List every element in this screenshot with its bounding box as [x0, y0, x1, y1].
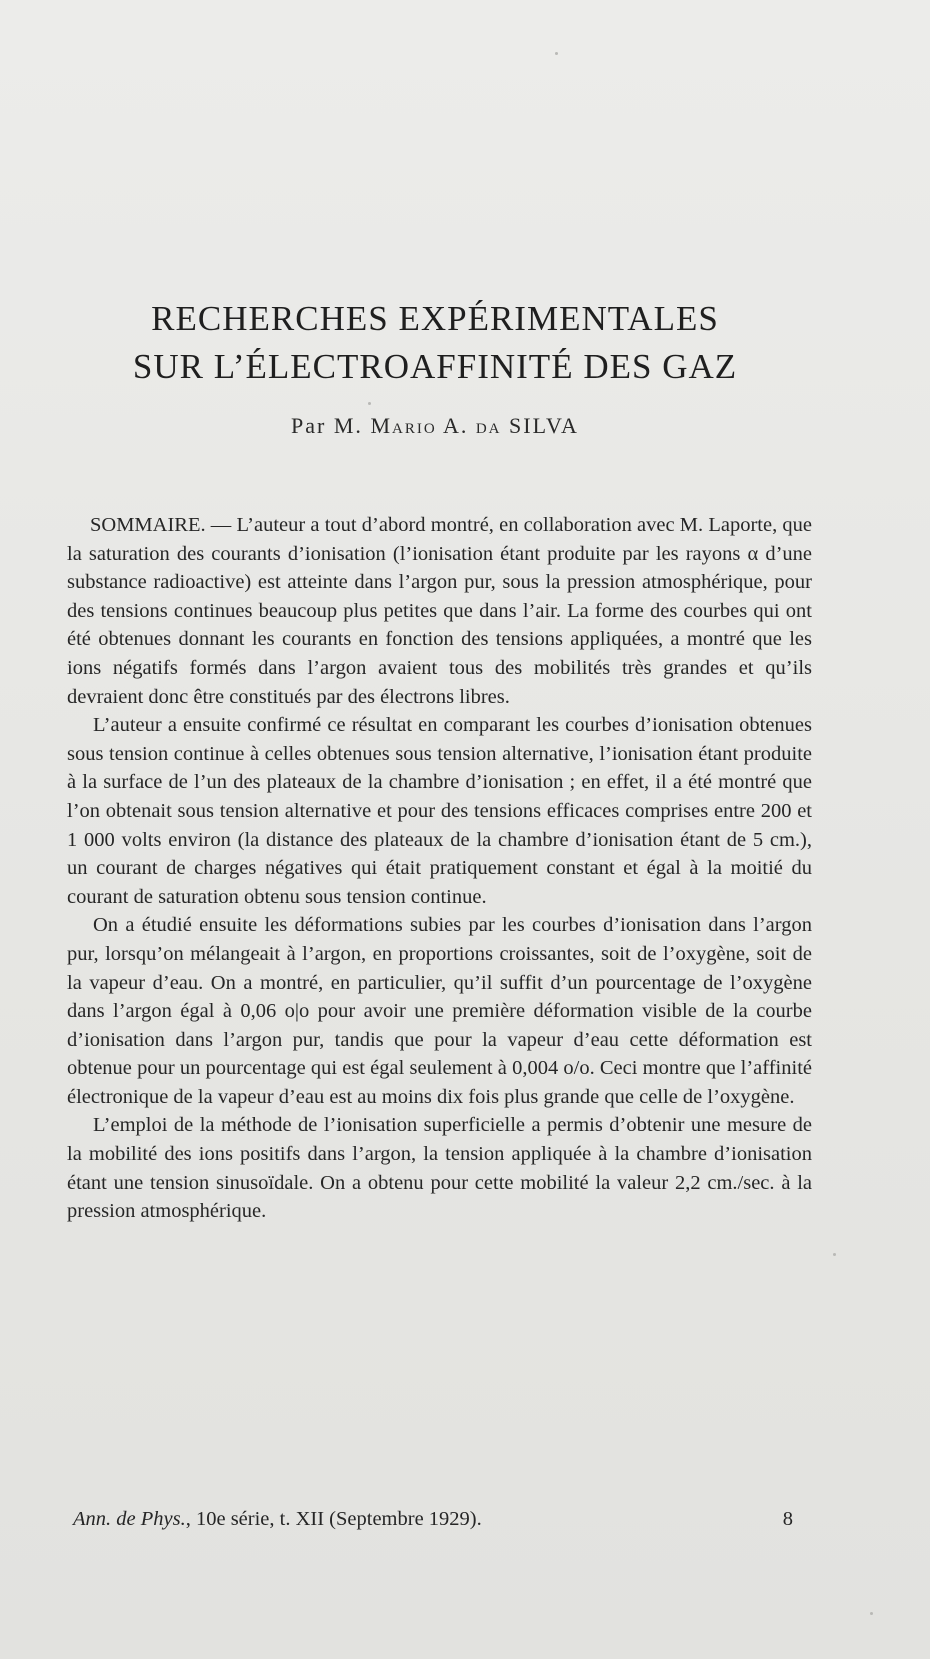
summary-paragraph-4: L’emploi de la méthode de l’ionisation superficielle a permis d’obtenir une mesure de la mobilité des ions positifs dans l’argon, la tension appliquée à la chambre d’ionisation étant une tension sinusoïdale. On a obtenu pour cette mobilité la valeur 2,2 cm./sec. à la pression atmosphérique. [67, 1114, 812, 1223]
summary-paragraph-2: L’auteur a ensuite confirmé ce résultat en comparant les courbes d’ionisation obtenues sous tension continue à celles obtenues sous tension alternative, l’ionisation étant produite à la surface de l’un des plateaux de la chambre d’ionisation ; en effet, il a été montré que l’on obtenait sous tension alternative et pour des tensions efficaces comprises entre 200 et 1 000 volts environ (la distance des plateaux de la chambre d’ionisation étant de 5 cm.), un courant de charges négatives qui était pratiquement constant et égal à la moitié du courant de saturation obtenu sous tension continue. [67, 714, 812, 908]
paper-speck [368, 402, 371, 405]
author-surname: SILVA [501, 413, 579, 438]
summary-paragraph-3: On a étudié ensuite les déformations subies par les courbes d’ionisation dans l’argon pur, lorsqu’on mélangeait à l’argon, en proportions croissantes, soit de l’oxygène, soit de la vapeur d’eau. On a montré, en particulier, qu’il suffit d’un pourcentage de l’oxygène dans l’argon égal à 0,06 o|o pour avoir une première déformation visible de la courbe d’ionisation dans l’argon pur, tandis que pour la vapeur d’eau cette déformation est obtenue pour un pourcentage qui est égal seulement à 0,004 o/o. Ceci montre que l’affinité électronique de la vapeur d’eau est au moins dix fois plus grande que celle de l’oxygène. [67, 914, 812, 1108]
journal-name: Ann. de Phys. [73, 1508, 186, 1530]
journal-citation: , 10e série, t. XII (Septembre 1929). [185, 1508, 482, 1530]
paper-speck [555, 52, 558, 55]
page-number: 8 [782, 1508, 793, 1530]
byline [0, 413, 870, 439]
title-block [0, 295, 870, 439]
summary-paragraph-1: SOMMAIRE. — L’auteur a tout d’abord montré, en collaboration avec M. Laporte, que la saturation des courants d’ionisation (l’ionisation étant produite par les rayons α d’une substance radioactive) est atteinte dans l’argon pur, sous la pression atmosphérique, pour des tensions continues beaucoup plus petites que dans l’air. La forme des courbes qui ont été obtenues donnant les courants en fonction des tensions appliquées, a montré que les ions négatifs formés dans l’argon avaient tous des mobilités très grandes et qu’ils devraient donc être constitués par des électrons libres. [67, 514, 812, 708]
article-title-line-2: SUR L’ÉLECTROAFFINITÉ DES GAZ [132, 347, 738, 386]
page-footer [73, 1508, 793, 1531]
article-title-line-1: RECHERCHES EXPÉRIMENTALES [151, 299, 719, 338]
author-name: Mario A. da [370, 413, 502, 438]
paper-speck [870, 1612, 873, 1615]
paper-speck [833, 1253, 836, 1256]
summary-body [67, 511, 812, 1226]
byline-prefix: Par M. [291, 413, 371, 438]
